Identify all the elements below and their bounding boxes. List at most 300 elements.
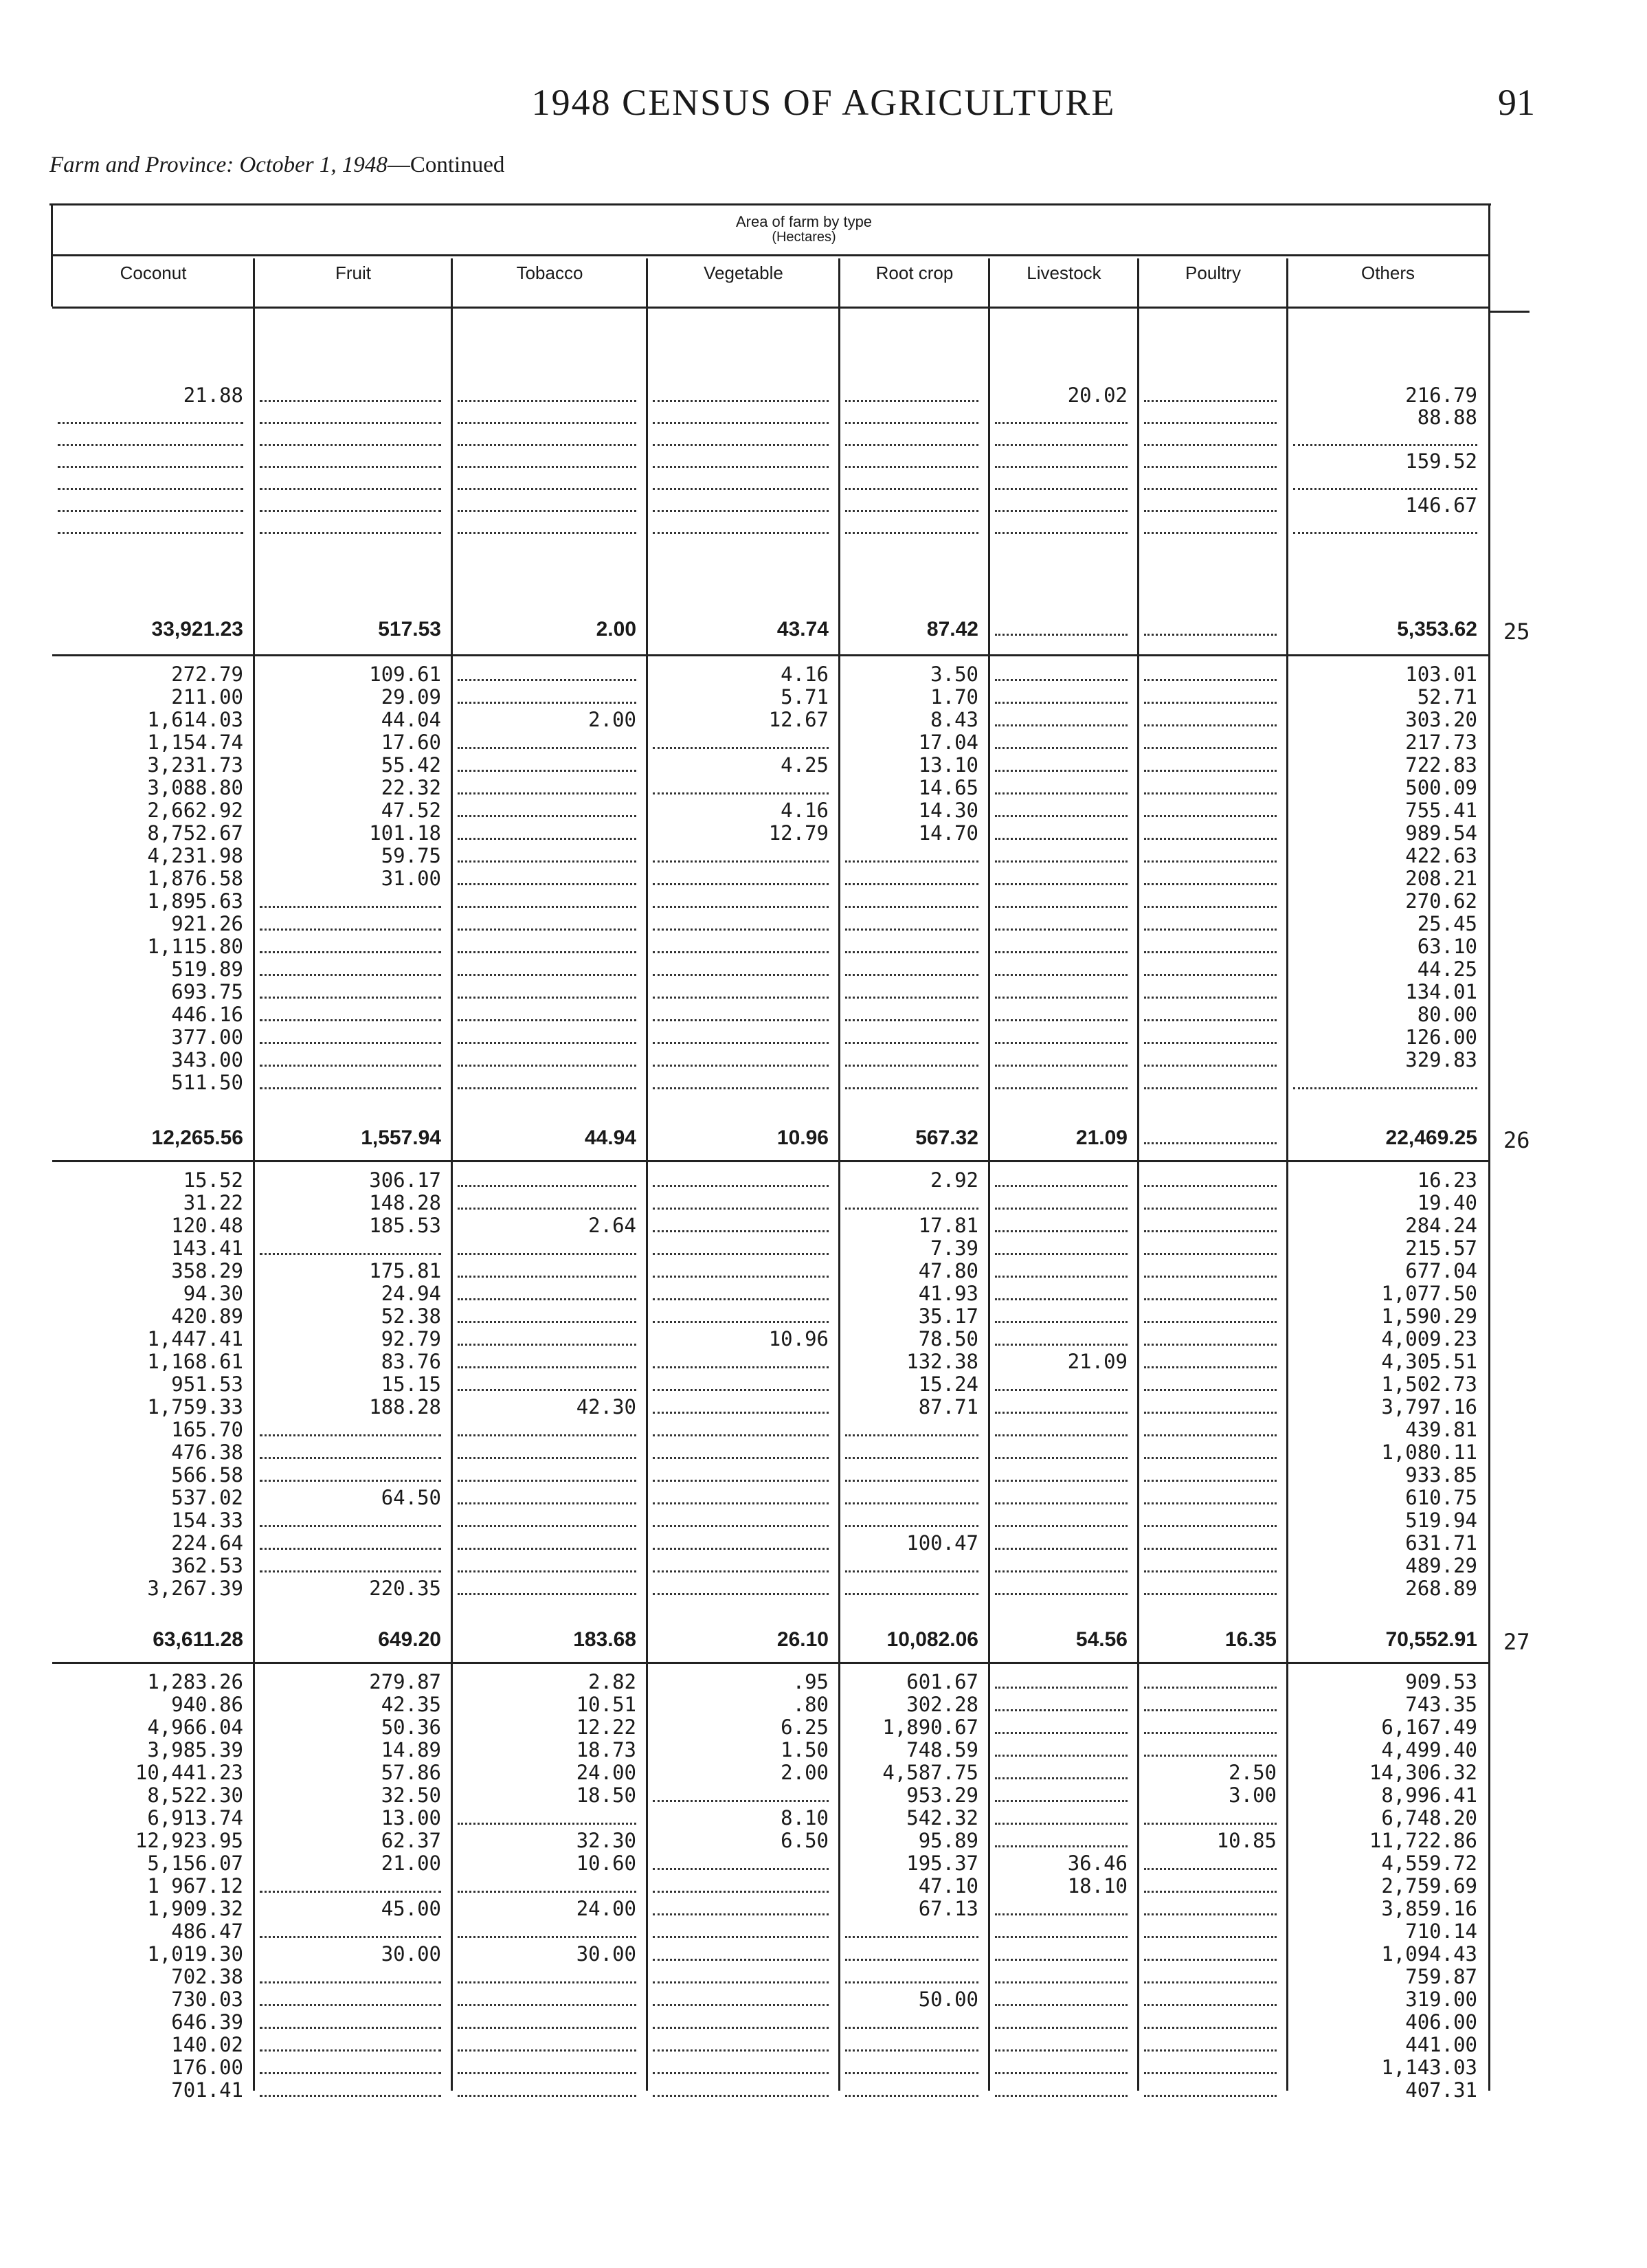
dot-leader [845,2072,978,2074]
table-cell: 3,985.39 [147,1738,243,1761]
dot-leader [995,488,1128,490]
dot-leader [995,1777,1128,1779]
dot-leader [260,1548,441,1550]
dot-leader [653,400,829,402]
dot-leader [845,1434,978,1436]
table-cell: 30.00 [381,1942,441,1966]
table-cell: 64.50 [381,1486,441,1509]
dot-leader [653,747,829,749]
table-cell: 16.23 [1417,1168,1477,1192]
table-cell: 67.13 [918,1897,978,1920]
dot-leader [1144,1434,1277,1436]
table-cell: 15.52 [183,1168,243,1192]
table-cell: 4,966.04 [147,1715,243,1739]
dot-leader [995,1936,1128,1938]
dot-leader [260,2072,441,2074]
dot-leader [995,422,1128,424]
table-cell: 1,115.80 [147,935,243,958]
dot-leader [260,2095,441,2097]
table-cell: 1,590.29 [1381,1304,1477,1328]
dot-leader [653,422,829,424]
table-cell: 10.51 [576,1693,636,1716]
dot-leader [1144,2004,1277,2006]
table-cell: 4,009.23 [1381,1327,1477,1350]
dot-leader [653,1298,829,1300]
dot-leader [653,2049,829,2052]
table-cell: 446.16 [171,1003,243,1026]
dot-leader [653,1480,829,1482]
dot-leader [653,1042,829,1044]
table-cell: 693.75 [171,980,243,1003]
dot-leader [995,724,1128,726]
table-cell: 4.25 [781,753,829,777]
dot-leader [653,2027,829,2029]
table-cell: 5.71 [781,685,829,709]
table-cell: 63.10 [1417,935,1477,958]
table-cell: 148.28 [369,1191,441,1214]
dot-leader [260,1065,441,1067]
table-cell: 17.60 [381,731,441,754]
table-cell: 100.47 [906,1531,978,1555]
dot-leader [995,1709,1128,1711]
col-header-others: Others [1360,263,1415,283]
dot-leader [458,1981,636,1983]
table-cell: 17.04 [918,731,978,754]
dot-leader [260,1480,441,1482]
column-separator [1286,258,1288,2091]
dot-leader [845,860,978,863]
dot-leader [1144,2095,1277,2097]
dot-leader [653,510,829,512]
dot-leader [653,2004,829,2006]
table-cell: 406.00 [1405,2010,1477,2034]
table-cell: 18.73 [576,1738,636,1761]
table-left-rule [51,203,53,307]
dot-leader [653,1321,829,1323]
dot-leader [260,1042,441,1044]
dot-leader [845,1525,978,1527]
dot-leader [1144,702,1277,704]
group-header: Area of farm by type [735,213,873,230]
dot-leader [653,1525,829,1527]
table-cell: 24.00 [576,1897,636,1920]
dot-leader [995,1480,1128,1482]
table-cell: 722.83 [1405,753,1477,777]
dot-leader [458,883,636,885]
section-number: 27 [1503,1629,1530,1655]
table-cell: 188.28 [369,1395,441,1419]
table-cell: 11,722.86 [1369,1829,1477,1852]
table-cell: 748.59 [906,1738,978,1761]
table-cell: 44.04 [381,708,441,731]
table-cell: 2.50 [1229,1761,1277,1784]
dot-leader [260,400,441,402]
dot-leader [995,2095,1128,2097]
dot-leader [1144,815,1277,817]
table-cell: 6.25 [781,1715,829,1739]
dot-leader [458,997,636,999]
dot-leader [1144,1480,1277,1482]
total-cell: 43.74 [776,618,829,641]
dot-leader [458,2004,636,2006]
table-cell: 1,502.73 [1381,1372,1477,1396]
table-cell: 511.50 [171,1071,243,1094]
table-cell: 1,077.50 [1381,1282,1477,1305]
table-cell: 19.40 [1417,1191,1477,1214]
table-cell: 20.02 [1067,383,1128,407]
dot-leader [845,1087,978,1089]
page-title: 1948 CENSUS OF AGRICULTURE [531,82,1116,123]
dot-leader [458,1344,636,1346]
table-cell: 1,019.30 [147,1942,243,1966]
dot-leader [845,1936,978,1938]
dot-leader [995,1593,1128,1595]
table-cell: 14.65 [918,776,978,799]
table-cell: 175.81 [369,1259,441,1282]
table-cell: 2.00 [588,708,636,731]
col-header-vegetable: Vegetable [704,263,783,283]
table-cell: 4,305.51 [1381,1350,1477,1373]
table-cell: 2,662.92 [147,799,243,822]
table-cell: 989.54 [1405,821,1477,845]
table-cell: 92.79 [381,1327,441,1350]
dot-leader [458,1276,636,1278]
dot-leader [458,1823,636,1825]
table-cell: 4,587.75 [882,1761,978,1784]
dot-leader [260,997,441,999]
column-separator [646,258,648,2091]
dot-leader [458,488,636,490]
table-cell: 537.02 [171,1486,243,1509]
dot-leader [845,2027,978,2029]
dot-leader [458,1480,636,1482]
dot-leader [995,634,1128,636]
table-cell: 159.52 [1405,449,1477,473]
table-cell: 14,306.32 [1369,1761,1477,1784]
dot-leader [653,1868,829,1870]
section-rule [52,1662,1488,1664]
dot-leader [653,466,829,468]
dot-leader [995,997,1128,999]
total-cell: 44.94 [584,1126,636,1149]
table-cell: 377.00 [171,1025,243,1049]
dot-leader [458,422,636,424]
table-cell: 755.41 [1405,799,1477,822]
dot-leader [260,2049,441,2052]
dot-leader [995,1042,1128,1044]
table-cell: 358.29 [171,1259,243,1282]
table-cell: 18.50 [576,1783,636,1807]
dot-leader [995,1823,1128,1825]
table-cell: 909.53 [1405,1670,1477,1693]
dot-leader [995,1959,1128,1961]
dot-leader [1144,1208,1277,1210]
dot-leader [458,466,636,468]
dot-leader [995,1208,1128,1210]
table-cell: 1,080.11 [1381,1441,1477,1464]
table-cell: 13.00 [381,1806,441,1830]
table-cell: 362.53 [171,1554,243,1577]
table-cell: 50.00 [918,1988,978,2011]
table-cell: 59.75 [381,844,441,867]
dot-leader [1144,1709,1277,1711]
dot-leader [653,1366,829,1368]
dot-leader [458,815,636,817]
table-cell: 109.61 [369,663,441,686]
table-cell: 154.33 [171,1509,243,1532]
table-cell: 272.79 [171,663,243,686]
table-cell: 31.22 [183,1191,243,1214]
dot-leader [995,1434,1128,1436]
subtitle-continued: —Continued [387,153,505,177]
dot-leader [260,974,441,976]
dot-leader [260,906,441,908]
dot-leader [1144,1823,1277,1825]
dot-leader [458,444,636,446]
table-cell: 329.83 [1405,1048,1477,1071]
dot-leader [260,951,441,953]
dot-leader [458,1208,636,1210]
table-cell: 36.46 [1067,1852,1128,1875]
dot-leader [260,1570,441,1572]
dot-leader [1144,1230,1277,1232]
table-cell: 1,283.26 [147,1670,243,1693]
total-cell: 10.96 [776,1126,829,1149]
table-cell: 1,154.74 [147,731,243,754]
table-cell: 439.81 [1405,1418,1477,1441]
table-cell: 87.71 [918,1395,978,1419]
table-cell: 216.79 [1405,383,1477,407]
dot-leader [458,951,636,953]
table-cell: 1,890.67 [882,1715,978,1739]
table-cell: 933.85 [1405,1463,1477,1487]
table-right-rule [1488,203,1490,2091]
dot-leader [458,702,636,704]
dot-leader [260,1087,441,1089]
dot-leader [653,1570,829,1572]
table-cell: 4.16 [781,799,829,822]
table-cell: 80.00 [1417,1003,1477,1026]
table-cell: 343.00 [171,1048,243,1071]
table-cell: 21.00 [381,1852,441,1875]
dot-leader [260,488,441,490]
table-cell: 120.48 [171,1214,243,1237]
dot-leader [995,1253,1128,1255]
table-cell: 3,267.39 [147,1577,243,1600]
dot-leader [653,1593,829,1595]
dot-leader [1144,1087,1277,1089]
table-cell: 47.80 [918,1259,978,1282]
dot-leader [458,2027,636,2029]
table-cell: 101.18 [369,821,441,845]
table-cell: 4,559.72 [1381,1852,1477,1875]
table-cell: 268.89 [1405,1577,1477,1600]
total-cell: 87.42 [926,618,978,641]
dot-leader [260,1457,441,1459]
dot-leader [1144,792,1277,794]
dot-leader [845,883,978,885]
table-cell: 10.60 [576,1852,636,1875]
table-cell: 10.96 [768,1327,829,1350]
dot-leader [995,532,1128,534]
header-bottom-rule [52,307,1488,309]
dot-leader [845,422,978,424]
table-cell: 319.00 [1405,1988,1477,2011]
dot-leader [995,1548,1128,1550]
table-cell: 284.24 [1405,1214,1477,1237]
table-cell: 57.86 [381,1761,441,1784]
table-cell: 2.82 [588,1670,636,1693]
table-cell: 78.50 [918,1327,978,1350]
dot-leader [653,1981,829,1983]
dot-leader [458,1936,636,1938]
dot-leader [653,1936,829,1938]
column-separator [988,258,990,2091]
table-cell: 407.31 [1405,2078,1477,2102]
dot-leader [1144,1502,1277,1504]
table-cell: 730.03 [171,1988,243,2011]
dot-leader [653,1959,829,1961]
table-cell: 8,522.30 [147,1783,243,1807]
dot-leader [995,2072,1128,2074]
total-cell: 2.00 [596,618,636,641]
dot-leader [653,1208,829,1210]
table-cell: 519.89 [171,957,243,981]
dot-leader [1144,1042,1277,1044]
dot-leader [1144,1936,1277,1938]
dot-leader [1144,1959,1277,1961]
column-separator [1137,258,1139,2091]
dot-leader [653,444,829,446]
dot-leader [1144,510,1277,512]
dot-leader [995,1913,1128,1915]
table-cell: 8,996.41 [1381,1783,1477,1807]
table-cell: 3,088.80 [147,776,243,799]
dot-leader [1144,1344,1277,1346]
table-cell: 1 967.12 [147,1874,243,1898]
table-cell: 759.87 [1405,1965,1477,1988]
dot-leader [845,2049,978,2052]
dot-leader [845,1480,978,1482]
dot-leader [1144,1525,1277,1527]
dot-leader [995,444,1128,446]
table-cell: 14.70 [918,821,978,845]
dot-leader [845,951,978,953]
dot-leader [260,1525,441,1527]
table-cell: 132.38 [906,1350,978,1373]
dot-leader [995,1185,1128,1187]
dot-leader [1144,1457,1277,1459]
dot-leader [260,1253,441,1255]
table-cell: 31.00 [381,867,441,890]
table-cell: 15.15 [381,1372,441,1396]
dot-leader [995,1981,1128,1983]
total-cell: 21.09 [1075,1126,1128,1149]
table-top-rule [49,203,1491,205]
table-cell: 1,614.03 [147,708,243,731]
dot-leader [260,1019,441,1021]
table-cell: 42.30 [576,1395,636,1419]
table-cell: 476.38 [171,1441,243,1464]
dot-leader [458,792,636,794]
dot-leader [653,532,829,534]
table-cell: 13.10 [918,753,978,777]
table-cell: 94.30 [183,1282,243,1305]
dot-leader [995,1276,1128,1278]
dot-leader [458,1457,636,1459]
dot-leader [995,1389,1128,1391]
dot-leader [845,444,978,446]
dot-leader [1144,1412,1277,1414]
dot-leader [458,906,636,908]
dot-leader [1144,444,1277,446]
dot-leader [995,906,1128,908]
dot-leader [458,747,636,749]
table-cell: 500.09 [1405,776,1477,799]
table-cell: 1,447.41 [147,1327,243,1350]
dot-leader [845,488,978,490]
dot-leader [458,532,636,534]
table-cell: 29.09 [381,685,441,709]
dot-leader [260,1936,441,1938]
dot-leader [458,1366,636,1368]
dot-leader [1144,974,1277,976]
section-number: 26 [1503,1127,1530,1153]
dot-leader [458,1065,636,1067]
table-cell: 35.17 [918,1304,978,1328]
column-separator [253,258,255,2091]
table-cell: 211.00 [171,685,243,709]
dot-leader [458,770,636,772]
table-cell: 21.09 [1067,1350,1128,1373]
table-cell: 146.67 [1405,493,1477,517]
dot-leader [458,1525,636,1527]
table-cell: 4,499.40 [1381,1738,1477,1761]
dot-leader [653,1913,829,1915]
dot-leader [995,1344,1128,1346]
dot-leader [995,1298,1128,1300]
dot-leader [995,1687,1128,1689]
dot-leader [845,466,978,468]
table-cell: 1,909.32 [147,1897,243,1920]
dot-leader [845,1019,978,1021]
table-cell: 14.89 [381,1738,441,1761]
dot-leader [1144,1868,1277,1870]
table-cell: 2,759.69 [1381,1874,1477,1898]
dot-leader [1144,1276,1277,1278]
dot-leader [845,1570,978,1572]
page-number: 91 [1498,82,1535,123]
dot-leader [260,422,441,424]
dot-leader [653,1800,829,1802]
dot-leader [1144,2049,1277,2052]
table-cell: .95 [792,1670,829,1693]
table-cell: 441.00 [1405,2033,1477,2056]
table-cell: 3,231.73 [147,753,243,777]
table-cell: 953.29 [906,1783,978,1807]
dot-leader [1144,1593,1277,1595]
dot-leader [458,2072,636,2074]
table-cell: 21.88 [183,383,243,407]
table-cell: 17.81 [918,1214,978,1237]
dot-leader [995,1502,1128,1504]
dot-leader [995,1525,1128,1527]
dot-leader [995,2027,1128,2029]
total-cell: 5,353.62 [1397,618,1477,641]
table-cell: 8.43 [930,708,978,731]
dot-leader [1144,1185,1277,1187]
dot-leader [1293,444,1477,446]
